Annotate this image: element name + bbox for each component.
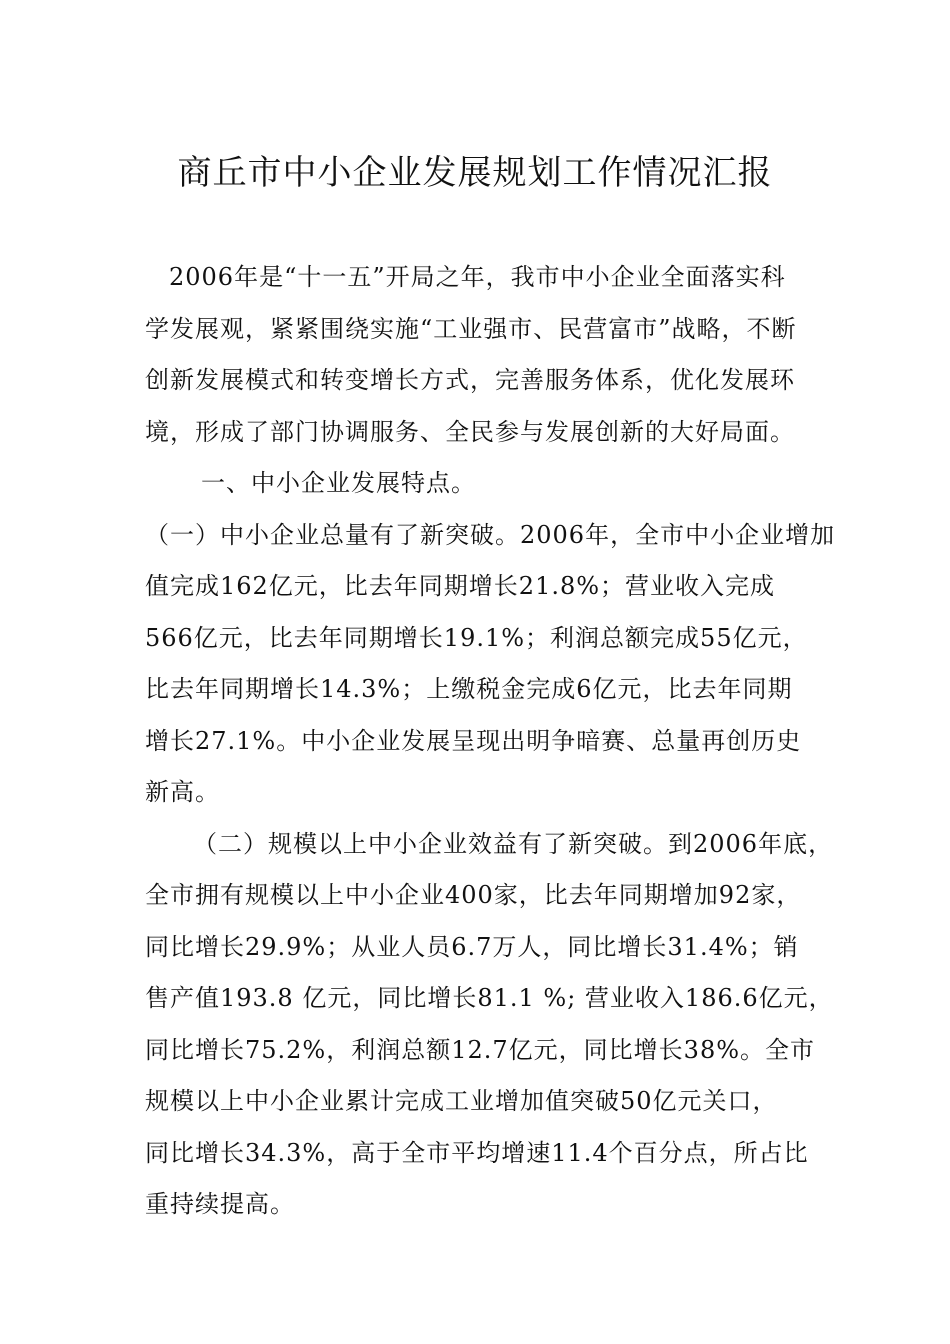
section-heading bbox=[145, 458, 805, 510]
text-line: 增长27.1%。中小企业发展呈现出明争暗赛、总量再创历史 bbox=[145, 726, 802, 755]
text-line: 同比增长34.3%，高于全市平均增速11.4个百分点，所占比 bbox=[145, 1138, 809, 1167]
paragraph-total-volume bbox=[145, 510, 836, 819]
text-line: （二）规模以上中小企业效益有了新突破。到2006年底， bbox=[193, 829, 834, 858]
text-line: 学发展观，紧紧围绕实施“工业强市、民营富市”战略，不断 bbox=[145, 314, 797, 343]
text-line: 境，形成了部门协调服务、全民参与发展创新的大好局面。 bbox=[145, 417, 795, 446]
document-body bbox=[145, 252, 836, 1231]
text-line: 全市拥有规模以上中小企业400家，比去年同期增加92家， bbox=[145, 881, 802, 909]
text-line: 566亿元，比去年同期增长19.1%；利润总额完成55亿元， bbox=[145, 623, 808, 652]
text-line: 同比增长75.2%，利润总额12.7亿元，同比增长38%。全市 bbox=[145, 1035, 816, 1064]
text-line: 创新发展模式和转变增长方式，完善服务体系，优化发展环 bbox=[145, 366, 795, 394]
text-line: （一）中小企业总量有了新突破。2006年，全市中小企业增加 bbox=[145, 520, 836, 549]
text-line: 比去年同期增长14.3%；上缴税金完成6亿元，比去年同期 bbox=[145, 675, 793, 703]
document-title: 商丘市中小企业发展规划工作情况汇报 bbox=[177, 153, 773, 193]
paragraph-intro bbox=[145, 252, 805, 458]
paragraph-scale-enterprises bbox=[145, 819, 834, 1231]
text-line: 同比增长29.9%；从业人员6.7万人，同比增长31.4%；销 bbox=[145, 932, 799, 961]
text-line: 值完成162亿元，比去年同期增长21.8%；营业收入完成 bbox=[145, 572, 776, 600]
text-line: 新高。 bbox=[145, 778, 220, 806]
text-line: 2006年是“十一五”开局之年，我市中小企业全面落实科 bbox=[169, 263, 786, 291]
text-line: 规模以上中小企业累计完成工业增加值突破50亿元关口， bbox=[145, 1087, 778, 1115]
text-line: 售产值193.8 亿元，同比增长81.1 %; 营业收入186.6亿元， bbox=[145, 984, 834, 1012]
section-heading-text: 一、中小企业发展特点。 bbox=[201, 469, 476, 497]
text-line: 重持续提高。 bbox=[145, 1190, 295, 1218]
